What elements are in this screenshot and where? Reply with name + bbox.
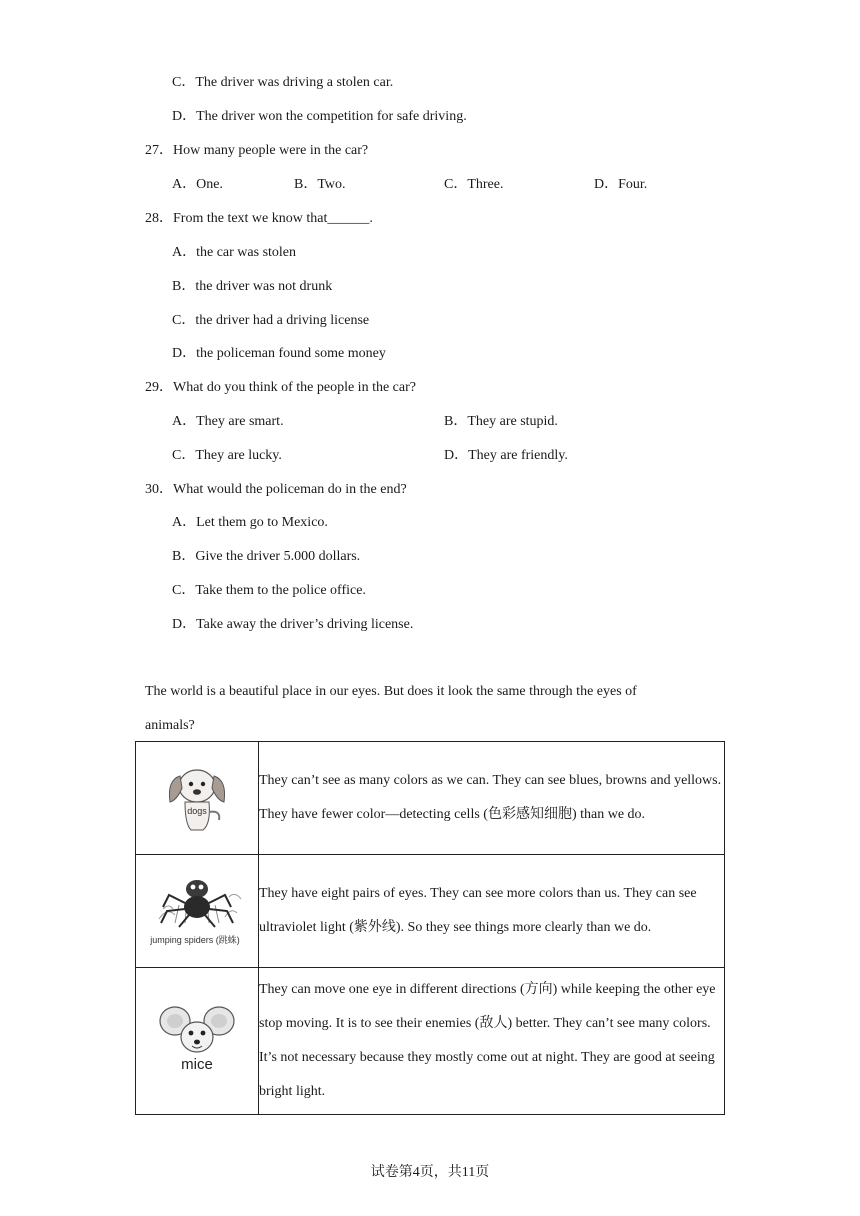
q27-option-d: D．Four.: [594, 177, 648, 192]
mouse-image-cell: [136, 968, 259, 1115]
animal-vision-table: [135, 741, 725, 1115]
q29-option-a: A．They are smart.: [172, 414, 284, 429]
mouse-image-label: mice: [181, 1055, 213, 1073]
spiders-description: They have eight pairs of eyes. They can see more colors than us. They can see ultraviolet light (紫外线). So they see things more clearly than we do.: [259, 855, 725, 968]
q30-option-a: A．Let them go to Mexico.: [172, 515, 328, 530]
mouse-icon: [155, 997, 239, 1081]
q29-stem: 29．What do you think of the people in the car?: [145, 380, 416, 395]
spider-image-label: jumping spiders (跳蛛): [150, 934, 240, 945]
table-row-spiders: [136, 855, 725, 968]
q28-stem: 28．From the text we know that______.: [145, 211, 373, 226]
q28-option-a: A．the car was stolen: [172, 245, 297, 260]
dog-image-cell: [136, 742, 259, 855]
q27-option-a: A．One.: [172, 177, 223, 192]
q29-option-b: B．They are stupid.: [444, 414, 558, 429]
q28-option-b: B．the driver was not drunk: [172, 279, 333, 294]
page-footer: 试卷第4页，共11页: [370, 1165, 490, 1180]
q27-option-c: C．Three.: [444, 177, 504, 192]
dog-image-label: dogs: [187, 805, 207, 816]
spider-icon: [145, 867, 249, 951]
q30-stem: 30．What would the policeman do in the end?: [145, 482, 407, 497]
q28-option-c: C．the driver had a driving license: [172, 313, 370, 328]
mice-description: They can move one eye in different directions (方向) while keeping the other eye stop moving. It is to see their enemies (敌人) better. They can’t see many colors. It’s not necessary because they mostly come out at night. They are good at seeing bright light.: [259, 968, 725, 1115]
table-row-dogs: [136, 742, 725, 855]
q30-option-c: C．Take them to the police office.: [172, 583, 366, 598]
passage-intro-line2: animals?: [145, 718, 195, 733]
q29-option-d: D．They are friendly.: [444, 448, 568, 463]
q26-option-d: D．The driver won the competition for safe driving.: [172, 109, 467, 124]
q30-option-d: D．Take away the driver’s driving license.: [172, 617, 414, 632]
q27-option-b: B．Two.: [294, 177, 346, 192]
q28-option-d: D．the policeman found some money: [172, 346, 386, 361]
dog-icon: [157, 754, 237, 838]
q26-option-c: C．The driver was driving a stolen car.: [172, 75, 394, 90]
q29-option-c: C．They are lucky.: [172, 448, 282, 463]
spider-image-cell: [136, 855, 259, 968]
table-row-mice: [136, 968, 725, 1115]
dogs-description: They can’t see as many colors as we can. They can see blues, browns and yellows. They have fewer color—detecting cells (色彩感知细胞) than we do.: [259, 742, 725, 855]
q30-option-b: B．Give the driver 5.000 dollars.: [172, 549, 361, 564]
q27-stem: 27．How many people were in the car?: [145, 143, 369, 158]
passage-intro-line1: The world is a beautiful place in our eyes. But does it look the same through the eyes of: [145, 684, 637, 699]
